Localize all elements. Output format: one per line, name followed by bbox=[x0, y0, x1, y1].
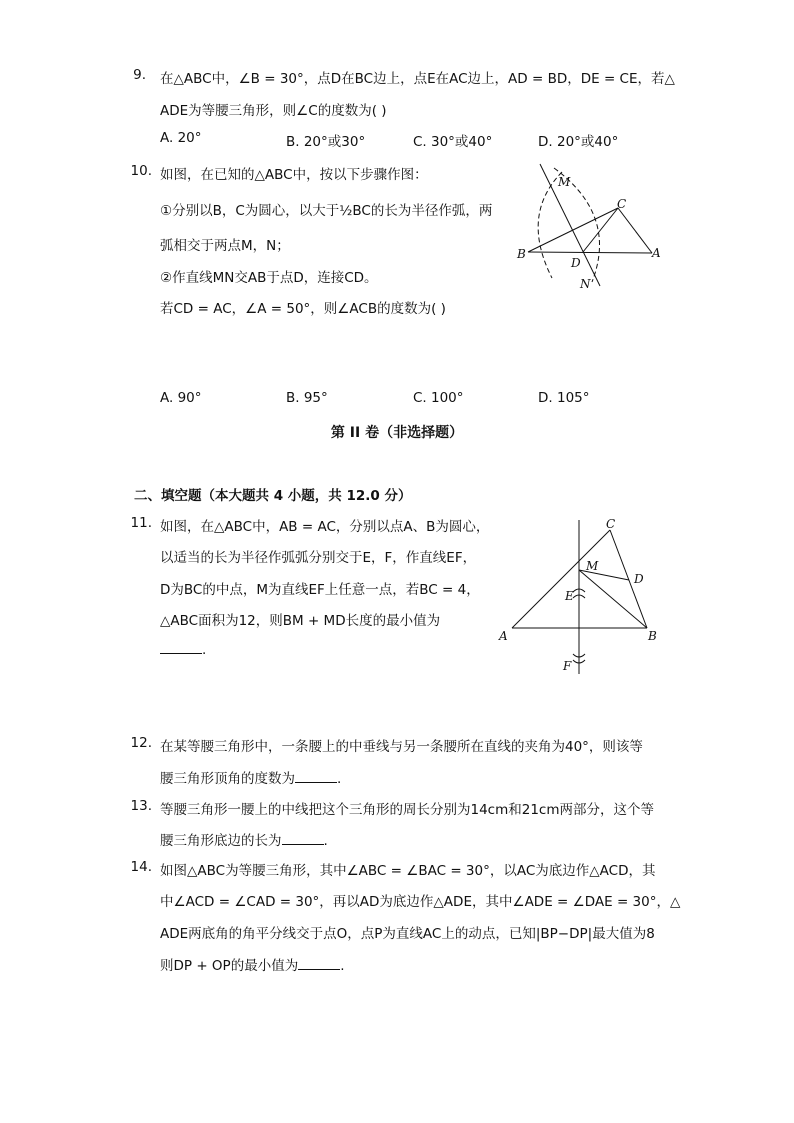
label-a: A bbox=[652, 246, 661, 260]
question-12-period: . bbox=[337, 771, 342, 787]
question-11-answer-line bbox=[160, 641, 206, 658]
answer-blank[interactable] bbox=[298, 957, 340, 970]
label-f: F bbox=[563, 659, 572, 673]
question-14-number: 14. bbox=[130, 859, 152, 875]
question-9-option-d: D. 20°或40° bbox=[538, 134, 619, 150]
question-10-text-line2: ①分别以B，C为圆心，以大于½BC的长为半径作弧，两 bbox=[160, 203, 493, 219]
question-14-text-line4 bbox=[160, 954, 345, 974]
question-9-option-a: A. 20° bbox=[160, 130, 202, 146]
answer-blank[interactable] bbox=[295, 770, 337, 783]
question-13-period: . bbox=[323, 833, 328, 849]
label-a: A bbox=[499, 629, 508, 643]
question-9-text-line1: 在△ABC中，∠B = 30°，点D在BC边上，点E在AC边上，AD = BD，DE = CE，若△ bbox=[160, 71, 675, 87]
question-10-option-d: D. 105° bbox=[538, 390, 590, 406]
question-13-number: 13. bbox=[130, 798, 152, 814]
question-11-text-line2: 以适当的长为半径作弧弧分别交于E，F，作直线EF， bbox=[160, 550, 477, 566]
question-14-text-line4-prefix: 则DP + OP的最小值为 bbox=[160, 958, 299, 974]
label-d: D bbox=[571, 256, 581, 270]
question-9-option-b: B. 20°或30° bbox=[286, 134, 366, 150]
question-11-text-line4: △ABC面积为12，则BM + MD长度的最小值为 bbox=[160, 613, 441, 629]
question-12-number: 12. bbox=[130, 735, 152, 751]
question-11-number: 11. bbox=[130, 515, 152, 531]
section-2-title: 第 II 卷（非选择题） bbox=[330, 425, 464, 441]
label-m: M bbox=[586, 559, 599, 573]
segment-cd bbox=[583, 208, 618, 252]
question-10-option-c: C. 100° bbox=[413, 390, 464, 406]
question-13-text-line1: 等腰三角形一腰上的中线把这个三角形的周长分别为14cm和21cm两部分，这个等 bbox=[160, 802, 655, 818]
label-e: E bbox=[565, 589, 574, 603]
label-n: N bbox=[580, 277, 591, 291]
question-14-text-line2: 中∠ACD = ∠CAD = 30°，再以AD为底边作△ADE，其中∠ADE = ∠DAE = 30°，△ bbox=[160, 894, 681, 910]
question-12-text-line2-prefix: 腰三角形顶角的度数为 bbox=[160, 771, 295, 787]
label-b: B bbox=[517, 247, 526, 261]
segment-ca bbox=[618, 208, 652, 253]
question-12-text-line1: 在某等腰三角形中，一条腰上的中垂线与另一条腰所在直线的夹角为40°，则该等 bbox=[160, 739, 643, 755]
question-9-number: 9. bbox=[133, 67, 146, 83]
question-11-figure bbox=[495, 512, 665, 682]
segment-bc bbox=[528, 208, 618, 252]
label-c: C bbox=[606, 517, 616, 531]
question-14-period: . bbox=[340, 958, 345, 974]
label-c: C bbox=[617, 197, 627, 211]
question-10-number: 10. bbox=[130, 163, 152, 179]
question-10-text-line4: ②作直线MN交AB于点D，连接CD。 bbox=[160, 270, 378, 286]
question-13-text-line2-prefix: 腰三角形底边的长为 bbox=[160, 833, 282, 849]
answer-blank[interactable] bbox=[160, 641, 202, 654]
question-14-text-line1: 如图△ABC为等腰三角形，其中∠ABC = ∠BAC = 30°，以AC为底边作△ACD，其 bbox=[160, 863, 656, 879]
question-9-text-line2: ADE为等腰三角形，则∠C的度数为( ) bbox=[160, 103, 387, 119]
question-10-text-line1: 如图，在已知的△ABC中，按以下步骤作图： bbox=[160, 167, 428, 183]
question-11-period: . bbox=[202, 642, 207, 658]
label-d: D bbox=[634, 572, 644, 586]
question-10-figure bbox=[510, 160, 670, 295]
question-10-option-a: A. 90° bbox=[160, 390, 202, 406]
part-2-heading: 二、填空题（本大题共 4 小题，共 12.0 分） bbox=[134, 488, 412, 504]
question-11-text-line1: 如图，在△ABC中，AB = AC，分别以点A、B为圆心， bbox=[160, 519, 490, 535]
segment-ba bbox=[528, 252, 652, 253]
label-b: B bbox=[648, 629, 657, 643]
question-10-text-line3: 弧相交于两点M，N； bbox=[160, 238, 290, 254]
question-10-option-b: B. 95° bbox=[286, 390, 328, 406]
question-9-option-c: C. 30°或40° bbox=[413, 134, 493, 150]
question-13-text-line2 bbox=[160, 829, 328, 849]
answer-blank[interactable] bbox=[282, 832, 324, 845]
label-m: M bbox=[558, 175, 571, 189]
question-14-text-line3: ADE两底角的角平分线交于点O，点P为直线AC上的动点，已知|BP−DP|最大值为8 bbox=[160, 926, 655, 942]
question-11-text-line3: D为BC的中点，M为直线EF上任意一点，若BC = 4， bbox=[160, 582, 480, 598]
question-10-text-line5: 若CD = AC，∠A = 50°，则∠ACB的度数为( ) bbox=[160, 301, 446, 317]
segment-ac bbox=[512, 530, 610, 628]
question-12-text-line2 bbox=[160, 767, 341, 787]
